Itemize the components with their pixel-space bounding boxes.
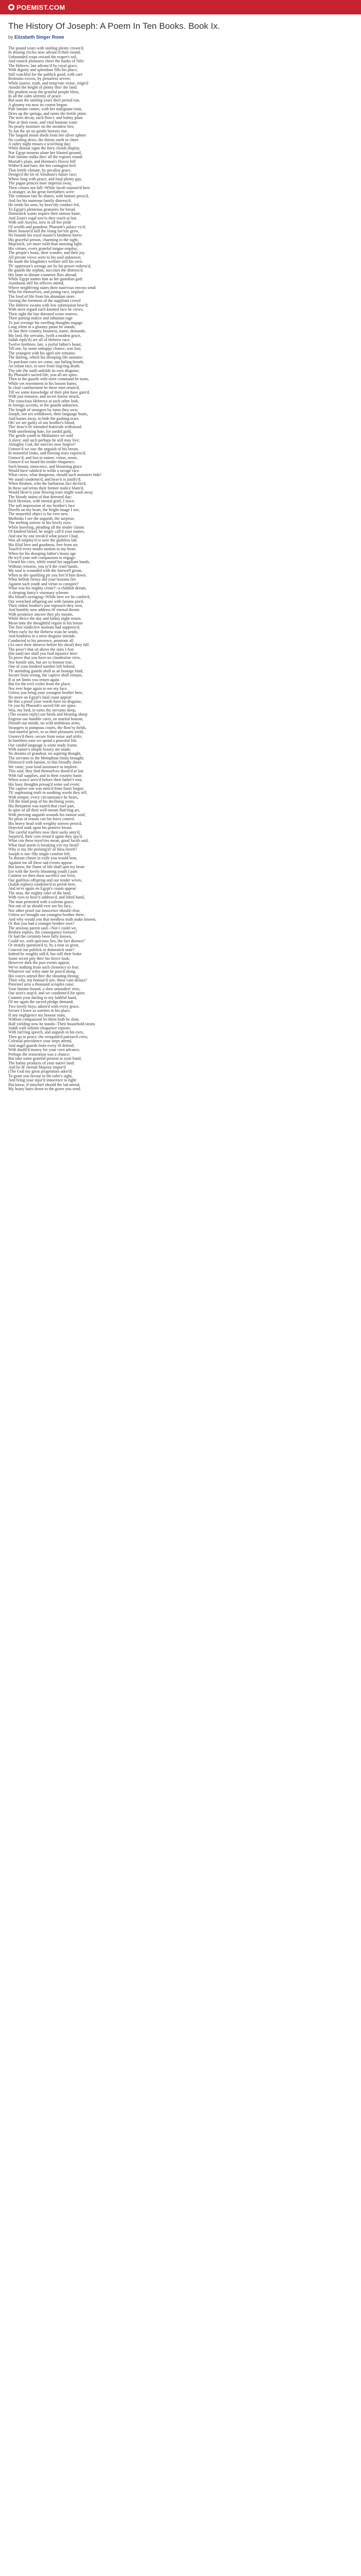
poem-line: And angel guards from every ill defend; xyxy=(8,1043,75,1048)
poem-line: In all the calm serenity of peace. xyxy=(8,93,62,98)
poem-line: Their parting malice and inhuman rage xyxy=(8,316,73,321)
poem-line: And kindness in a stern disguise intends: xyxy=(8,634,76,639)
poem-line: And humbly now address th' eternal throne. xyxy=(8,607,80,613)
poem-line: Against such youth and virtue to conspire? xyxy=(8,581,79,586)
poem-line: My soul is wounded with the farewell groan, xyxy=(8,568,83,573)
poem-line: What can these myst'ries mean, good Jacob said, xyxy=(8,838,89,843)
poem-line: (The swains reply) our herds and bleating sheep xyxy=(8,712,88,717)
logo-text: POEMIST.COM xyxy=(17,3,65,11)
poem-line: Distress'd with famine, to this friendly shore xyxy=(8,760,82,765)
poem-line: But know, the flame of life shall quit my heart xyxy=(8,865,85,870)
poem-line: He made the kingdom's welfare still his own: xyxy=(8,259,83,264)
poem-line: Ere with the lovely blooming youth I part: xyxy=(8,869,78,874)
poem-line: The common fate he shares, with famine press'd, xyxy=(8,194,89,199)
poem-line: Of kindred blood, he singly call'd your names, xyxy=(8,529,85,534)
poem-line: Assiduous still his officers attend, xyxy=(8,281,64,286)
poem-line: No cooling dews, the thirsty earth to cheer. xyxy=(8,137,79,142)
poem-line: Could we, with specious lies, the fact disown? xyxy=(8,938,85,943)
poem-line: Judah reply'd) are all of Hebrew race; xyxy=(8,337,71,343)
poem-line: Dries up the springs, and taints the fertile plain: xyxy=(8,111,87,116)
poem-line: All private views were to his soul unknown; xyxy=(8,255,81,260)
poem-line: Thy tale (he said) unfolds its own disguise; xyxy=(8,368,79,373)
poem-line: Whatever our witty state he pass'd along, xyxy=(8,969,76,974)
poem-line: And for his numrous family distress'd. xyxy=(8,198,72,203)
poem-line: The languid moon sheds from her silver sphere xyxy=(8,133,86,138)
poem-line: Unless we brought our youngest brother there. xyxy=(8,912,85,918)
poem-line: Th' attending guards shall as an hostage bind; xyxy=(8,668,84,673)
poem-line: What hellish frenzy did your bosoms fire xyxy=(8,577,76,582)
poem-line: He guards the orphan, succours the distress'd. xyxy=(8,268,84,273)
poem-line: But soon the smiling years their period run, xyxy=(8,98,80,103)
site-logo[interactable] xyxy=(8,3,65,11)
poem-line: What fatal storm is breaking o'er my head? xyxy=(8,842,79,848)
poem-line: With doubl'd money for your corn advance, xyxy=(8,1047,80,1053)
poem-line: The man, the mighty ruler of the land, xyxy=(8,890,71,895)
poem-line: Indeed he roughly talk'd, but still their brake xyxy=(8,952,82,957)
poem-line: Then go in peace, the venquish'd patriarch cries; xyxy=(8,1034,88,1039)
poem-body xyxy=(8,46,353,1092)
poem-line: An infant race, to save from ling'ring death. xyxy=(8,364,80,369)
poem-line: Mean time the thoughtful regent in his breast xyxy=(8,620,83,625)
poem-line: The powr'r that sit above the stars I fear xyxy=(8,647,74,652)
poem-line: While dismal signs the fiery clouds display. xyxy=(8,146,80,151)
poem-line: Touch'd every tender motion in my heart. xyxy=(8,547,77,552)
poem-line: Such beauty, innocence, and blooming grace xyxy=(8,464,82,469)
poem-line: To fan the air no gentle breezes rise. xyxy=(8,128,68,133)
poem-line: Dwells on my heart, the bright image I see; xyxy=(8,507,80,513)
poem-line: Nor ever hope again to see my face, xyxy=(8,686,68,691)
poem-line: His voices attend thro' the shouting throng; xyxy=(8,973,79,978)
poem-line: That fertile climate, by peculiar grace, xyxy=(8,167,72,173)
poem-line: To grant you favour in the ruler's sight, xyxy=(8,1073,73,1078)
poem-line: Till one, by some unhappy chance, was lost; xyxy=(8,346,81,351)
poem-line: While Egypt names him as her guardian god: xyxy=(8,277,83,282)
poem-line: The balmy products of your native land: xyxy=(8,1060,75,1065)
poem-line: Or had the certainty been fully known, xyxy=(8,934,72,939)
poem-line: Conceal our publick or domestick state? xyxy=(8,947,75,952)
poem-line: More honour'd still the rising fav'rite grew, xyxy=(8,229,79,234)
poem-line: Our wretched offspring are with famine pin'd. xyxy=(8,599,84,604)
poem-line: Our sires's stop'd, and we condemn'd for spies: xyxy=(8,991,86,996)
poem-line: But take some grateful present in your hand, xyxy=(8,1056,82,1061)
poem-line: Design'd the lot of Abraham's future race; xyxy=(8,172,77,177)
poem-line: And be th' eternal Majesty impor'd xyxy=(8,1065,66,1070)
poem-line: In mournful looks, and flowing tears express'd; xyxy=(8,451,86,456)
poem-title: The History Of Joseph: A Poem In Ten Books. Book Ix. xyxy=(8,21,220,31)
poem-line: The pound years with smiling plenty crown'd, xyxy=(8,46,84,50)
poem-line: Secure I leave as sureties in his place, xyxy=(8,1008,71,1013)
poem-line: When to the sparkling pit you forc'd him down. xyxy=(8,572,87,578)
poem-line: Oh! we are guilty of our brother's blood, xyxy=(8,420,75,425)
poem-line: What caves, what dungeons, should such monsters hide! xyxy=(8,472,102,478)
poem-line: The pagan princes bore imperial sway, xyxy=(8,181,72,186)
poem-line: At last their country, business, name, demands. xyxy=(8,329,86,334)
poem-line: Perhaps the restoration was a chance; xyxy=(8,1052,70,1057)
poem-line: Content we then must sacrifice our lives, xyxy=(8,873,76,878)
poem-line: The soft impression of my brother's face xyxy=(8,503,75,508)
poem-line: With soft Assyria, now in all her pride xyxy=(8,220,72,225)
poem-line: With full supplies, and to their country haste. xyxy=(8,773,83,778)
poem-line: Almighty God, the mercies now forgive! xyxy=(8,442,76,447)
poem-line: A stranger, as his great forefathers were: xyxy=(8,189,75,194)
poem-line: He try'd your soft compassion to engage: xyxy=(8,555,76,561)
poem-line: Nor other proof our innocence should clear, xyxy=(8,908,80,913)
poem-line: Unmov'd we heard his tender eloquence. xyxy=(8,460,76,465)
poem-line: Unless you bring your youngest brother here, xyxy=(8,690,84,696)
poem-line: With nature's simple luxury are made; xyxy=(8,747,71,752)
poem-line: Unbounded crops reward the reaper's toil, xyxy=(8,54,77,59)
poem-line: In shining circles now advanc'd their round; xyxy=(8,50,81,55)
poem-line: Disturb our minds, no wild ambitious arms; xyxy=(8,721,80,726)
poem-line: One of your kindred number left behind, xyxy=(8,664,75,669)
poem-line: No dreams of grandeur, no aspiring thought, xyxy=(8,751,81,756)
poem-line: Their eldest brother's just reproach they own, xyxy=(8,603,83,608)
logo-icon xyxy=(8,4,14,10)
poem-line: The Hebrew swains with low submission bow'd; xyxy=(8,302,89,308)
poem-line: His heavy head with weighty sorrow press'd, xyxy=(8,821,83,826)
poem-line: While yet resentment in his bosom burns; xyxy=(8,381,77,386)
poem-line: And bring your injur'd innocence to light: xyxy=(8,1078,77,1083)
poem-line: Till we some knowledge of their plot have gain'd. xyxy=(8,389,90,395)
poem-line: And why would you that needless truth make known, xyxy=(8,917,96,922)
poem-line: Of me again the sacred pledge demand; xyxy=(8,999,74,1005)
poem-line: In harmless ease we spend a peaceful life. xyxy=(8,738,78,743)
poem-line: The darling, which his drooping life sustains: xyxy=(8,355,84,360)
poem-line: The length of strangers by turns they own; xyxy=(8,407,78,412)
poem-line: A sultry night ensues a scorching day; xyxy=(8,141,71,146)
poem-line: His blood's avenging--While here we lie confin'd, xyxy=(8,595,91,600)
poem-line: Half yielding now he stands--Their household straits xyxy=(8,1021,95,1026)
poem-line: With unrelenting hate, for sordid gold, xyxy=(8,429,72,434)
poem-line: Nor Egypt mourns alone her blasted ground, xyxy=(8,150,82,155)
poem-line: Methinks I see the anguish, the surprise, xyxy=(8,516,75,521)
top-bar xyxy=(0,0,361,14)
poem-line: And one by one invok'd what power I had, xyxy=(8,533,79,538)
poem-line: The anxious parent said.--Not I could we, xyxy=(8,925,77,930)
poem-line: The Hebrew, late advanc'd by royal grace, xyxy=(8,63,78,68)
poem-line: With piercing anguish wounds his inmost soul; xyxy=(8,812,86,817)
poem-line: Would have subdu'd in wilds a savage race. xyxy=(8,468,80,473)
poem-line: Our candid language is some study frame, xyxy=(8,742,78,748)
poem-line: Their why, my honour'd sire, these vain delays? xyxy=(8,977,87,982)
poem-line: Of wealth and grandeur, Pharaoh's palace vy'd: xyxy=(8,224,86,229)
poem-line: Dejected sunk upon his pensive breast. xyxy=(8,825,73,831)
poem-line: With eyes to heav'n address'd, and lifted hand, xyxy=(8,895,85,900)
poem-line: In spite of all their well-meant flatt'ring art, xyxy=(8,808,80,813)
poem-line: The melting sorrow in his lovely eyes. xyxy=(8,520,72,526)
poem-line: Where neighb'ring states their num'rous envoys send: xyxy=(8,285,96,290)
poem-line: And ne'er again on Egypt's coasts appear: xyxy=(8,886,77,891)
poem-line: When for his drooping father's hoary age xyxy=(8,551,76,556)
poem-line: His filial love and goodness, free from art, xyxy=(8,542,78,547)
poem-line: The first vindictive motions had suppress'd. xyxy=(8,625,80,630)
poem-line: The captive son was miss'd from fours forgot; xyxy=(8,786,84,791)
poem-line: No bounds his royal master's kindness knew: xyxy=(8,233,83,238)
poem-line: His fame to distant countries flies abroad, xyxy=(8,272,77,277)
poem-line: Moriah's plain, and Hermon's flowry hill xyxy=(8,159,76,164)
poem-line: Would Heav'n your flowing tears might wash away xyxy=(8,490,93,495)
poem-line: Surpris'd, their coin restor'd again they spy'd. xyxy=(8,834,83,839)
poem-line: (As once their sheaves before his sheaf) they fall. xyxy=(8,642,90,648)
poem-line: If any negligence my honour stain, xyxy=(8,1012,66,1018)
poem-line: Domestick wants require their utmost haste, xyxy=(8,211,81,216)
poem-line: And hastes away, to hide the gushing tears. xyxy=(8,416,79,421)
poem-line: To Egypt's plenteous granaries for bread. xyxy=(8,207,76,212)
poem-line: Restrains excess, by penurless severe; xyxy=(8,76,71,81)
poem-line: Th' oppressor's wrongs are by his power redress'd, xyxy=(8,263,91,268)
poem-line: Judah with infinite eloquence repeats: xyxy=(8,1025,71,1030)
poem-line: Strangers to pompous courts, the flow'ry fields, xyxy=(8,725,87,730)
poem-line: His prudent sway the grateful people bless, xyxy=(8,89,79,94)
poem-line: Where long with peace, and fatal plenty gay, xyxy=(8,176,82,181)
poem-line: And rustick pleasures cheer the banks of Nile: xyxy=(8,59,85,64)
poem-line: The careful traellers now their sacks unty'd, xyxy=(8,829,80,835)
poem-line: (The God my great progenitors ador'd) xyxy=(8,1069,72,1074)
poem-line: Who for themselves, and pining race, implore xyxy=(8,290,84,295)
poem-line: Without compassion let them both be slain. xyxy=(8,1017,80,1022)
poem-line: Conducted to his presence, prostrate all xyxy=(8,638,74,643)
poem-line: My hoary hairs down to the grave you send. xyxy=(8,1087,81,1092)
author-link[interactable]: Elizabeth Singer Rowe xyxy=(14,35,64,40)
poem-line: Long silent in a gloomy pause he stands; xyxy=(8,325,76,329)
poem-line: No more on Egypt's fatal coast appear: xyxy=(8,694,73,700)
poem-line: Engross our humble cares, no martial honour, xyxy=(8,716,84,721)
poem-line: The food of life from his abundant store. xyxy=(8,294,76,299)
poem-line: Thy servants to the Memphian limits brought; xyxy=(8,755,85,760)
poem-line: To distant climes in exile you would bear, xyxy=(8,856,77,861)
poem-line: (Judah replies) condemn'd to perish here, xyxy=(8,882,76,887)
poem-line: Or that you had a younger brother own? xyxy=(8,921,75,926)
poem-line: The trees decay, each flow'r, and balmy plant xyxy=(8,115,83,121)
poem-line: The man protested with a solemn grace, xyxy=(8,899,74,904)
poem-line: However dark the past events appear, xyxy=(8,960,70,965)
poem-line: To prove that you have no clandestine view, xyxy=(8,655,81,660)
poem-line: A gloomy era now its course begun: xyxy=(8,102,68,107)
poem-line: A sleeping fancy's visionary scheme: xyxy=(8,590,70,595)
poem-line: Pine at their roots, and vital humour want: xyxy=(8,120,78,125)
poem-line: Wither'd and bare, the hot contagion feel: xyxy=(8,163,77,168)
poem-line: His Benjamin was nam'd-that cruel part, xyxy=(8,803,75,808)
poem-line: Joseph, not yet withdrawn, their language hears, xyxy=(8,412,88,417)
poem-line: Secure from wrong, the captive shall remain, xyxy=(8,673,83,678)
poem-line: Still watchful for the publick good, with care xyxy=(8,72,83,77)
poem-line: Unmov'd, and lost to nature, virtue, sense, xyxy=(8,455,78,460)
poem-line: The youngest with his aged sire remains: xyxy=(8,350,76,355)
poem-line: With temper, every circumstance he hears, xyxy=(8,794,78,800)
poem-line: Tho' heav'n th' intended fratricide withstood: xyxy=(8,425,83,430)
poem-line: With dignity and splendour fills his place; xyxy=(8,67,78,73)
poem-line: Was all employ'd to save the guiltless lad: xyxy=(8,538,77,543)
poem-line: Commit your darling to my faithful hand, xyxy=(8,995,77,1000)
poem-line: The bloody stains of that detested day: xyxy=(8,494,72,499)
poem-line: Or you by Pharaoh's sacred life are spies. xyxy=(8,703,77,708)
poem-line: With stern regard each knotted face he views, xyxy=(8,307,84,312)
poem-line: When scarce arriv'd before their father's tent, xyxy=(8,777,83,783)
poem-line: Twelve brethren, late, a joyful father's boast, xyxy=(8,342,82,347)
poem-line: Among the foremost of the suppliant crowd xyxy=(8,298,80,303)
byline xyxy=(8,34,353,40)
poem-line: The conscious Hebrews at each other look. xyxy=(8,398,79,403)
poem-line: Nor hostile aim, but are to honour true, xyxy=(8,659,73,665)
poem-line: With just remorse, and secret horror struck, xyxy=(8,394,80,399)
poem-line: Joseph is not--My single comfort left, xyxy=(8,851,71,856)
poem-line: While thrice the day and balmy night return. xyxy=(8,616,82,621)
poem-line: We've nothing from such clemency to fear; xyxy=(8,964,79,970)
poem-line: With penitence sincere they ply mourn, xyxy=(8,612,73,617)
poem-line: In foreign accents, to the guards unknown, xyxy=(8,403,79,408)
poem-line: My lord, thy servants, (with a modest grace, xyxy=(8,333,81,338)
poem-line: While justice, truth, and temp'rate virtue, reign'd xyxy=(8,80,89,86)
poem-line: The gentle youth to Midianites we sold xyxy=(8,433,73,438)
poem-line: What was his mighty crime?--a childish dream, xyxy=(8,586,87,591)
poem-line: Our guiltless offspring and our tender wives, xyxy=(8,877,83,883)
poem-line: No pearly moisture on the meadow lies; xyxy=(8,124,74,129)
poem-line: Unenvy'd there, secure from noise and strife, xyxy=(8,734,83,739)
poem-line: Then to the guards with stern command he turns, xyxy=(8,377,89,382)
poem-line: In close confinement be these men retain'd, xyxy=(8,385,80,391)
poem-line: His busy thoughts presag'd some sad event; xyxy=(8,782,80,787)
poem-line: Rich Hermon, with eternal grief, I trace; xyxy=(8,499,75,504)
poem-line: The people's boast, their wonder, and their joy. xyxy=(8,250,86,256)
poem-line: Their sight the late detested scene renews: xyxy=(8,311,78,316)
poem-line: We came, your kind assistance to implore. xyxy=(8,764,78,769)
poem-line: To just revenge his swelling thoughts engage. xyxy=(8,320,84,325)
poem-line: Your famine-bound, a slow unmodest' tries, xyxy=(8,986,80,991)
poem-line: Two lovely boys, adorn'd with every grace, xyxy=(8,1004,80,1009)
poem-line: Some secret pity thro' his fierce look; xyxy=(8,956,70,961)
poem-line: Majestick, yet more mild than morning light: xyxy=(8,242,83,247)
poem-line: By Pharaoh's sacred life, you all are spies. xyxy=(8,372,78,377)
poem-line: But for the ever exiles from the place, xyxy=(8,682,71,687)
poem-line: Against me all these sad events appear. xyxy=(8,860,73,865)
poem-line: Pale famine comes, with her malignant train, xyxy=(8,107,83,112)
poem-line: Their crimes not full--While Jacob sojourn'd here xyxy=(8,185,90,190)
poem-line: Not one of us should ever see his face, xyxy=(8,904,72,909)
poem-line: When early for the Hebrew train he sends, xyxy=(8,629,78,634)
poem-line: In these sad terms their former malice blam'd, xyxy=(8,485,84,490)
poem-line: But know, if mischief should the lad attend, xyxy=(8,1082,80,1087)
poem-line: Was, my lord, in turns thy servants sleep, xyxy=(8,707,76,713)
poem-line: Why is my life prolong'd? of bliss bereft? xyxy=(8,847,77,852)
poem-line: No pleas of reason can his force control. xyxy=(8,817,75,822)
poem-line: He sends his sons, by heav'nly conduct led, xyxy=(8,202,80,208)
poem-line: Amidst the height of plenty thro' the land: xyxy=(8,85,78,90)
poem-line: Unmov'd we saw the anguish of his breast, xyxy=(8,446,79,451)
poem-line: Reuben replies, the consequence foresee? xyxy=(8,929,77,935)
poem-line: (He said) nor shall you find injustice here: xyxy=(8,651,78,656)
poem-line: If at set limits you return again. xyxy=(8,677,60,682)
poem-line: His graceful person, charming to the sight, xyxy=(8,237,79,242)
poem-line: Without remorse, you ty'd the cruel bands; xyxy=(8,564,78,569)
poem-line: Celestial providence your steps attend, xyxy=(8,1039,72,1044)
poem-line: Till the fond prop of his declining years, xyxy=(8,799,75,804)
poem-line: Peterinel urns a thousand scruples raise; xyxy=(8,982,75,987)
poem-line: To purchase corn we come, our failing breath, xyxy=(8,359,85,364)
poem-content xyxy=(8,21,353,1092)
poem-line: A slave; and such perhaps he still may live; xyxy=(8,437,80,443)
poem-line: With fatl'ring speech, and anguish in his eyes, xyxy=(8,1030,84,1035)
poem-line: And Zoan's regal tow'rs they reach at last. xyxy=(8,215,77,221)
poem-line: Be this a proof your words have no disguise, xyxy=(8,699,82,704)
poem-line: His virtues, every grateful tongue employ, xyxy=(8,246,78,251)
poem-line: Pale famine stalks thro' all the regions round: xyxy=(8,155,83,160)
poem-line: The mournful object is for ever new. xyxy=(8,512,69,517)
poem-line: I heard his cries, while round his suppliant hands, xyxy=(8,560,90,565)
poem-line: This said, they find themselves doom'd at last xyxy=(8,769,84,774)
poem-line: While kneeling, pleading all the tender claims xyxy=(8,524,85,530)
by-label: by xyxy=(8,35,13,40)
poem-line: When Reuben, who the barbarous fact declin'd, xyxy=(8,481,87,486)
poem-line: Or stratify question'd ty, by a man so great, xyxy=(8,943,79,948)
poem-line: And tuneful grove, to us their pleasures yield; xyxy=(8,730,84,735)
poem-line: We stand condemn'd; and heav'n is justify'd. xyxy=(8,477,81,482)
poem-line: Th' unpleasing truth in soothing words they tell, xyxy=(8,790,88,795)
